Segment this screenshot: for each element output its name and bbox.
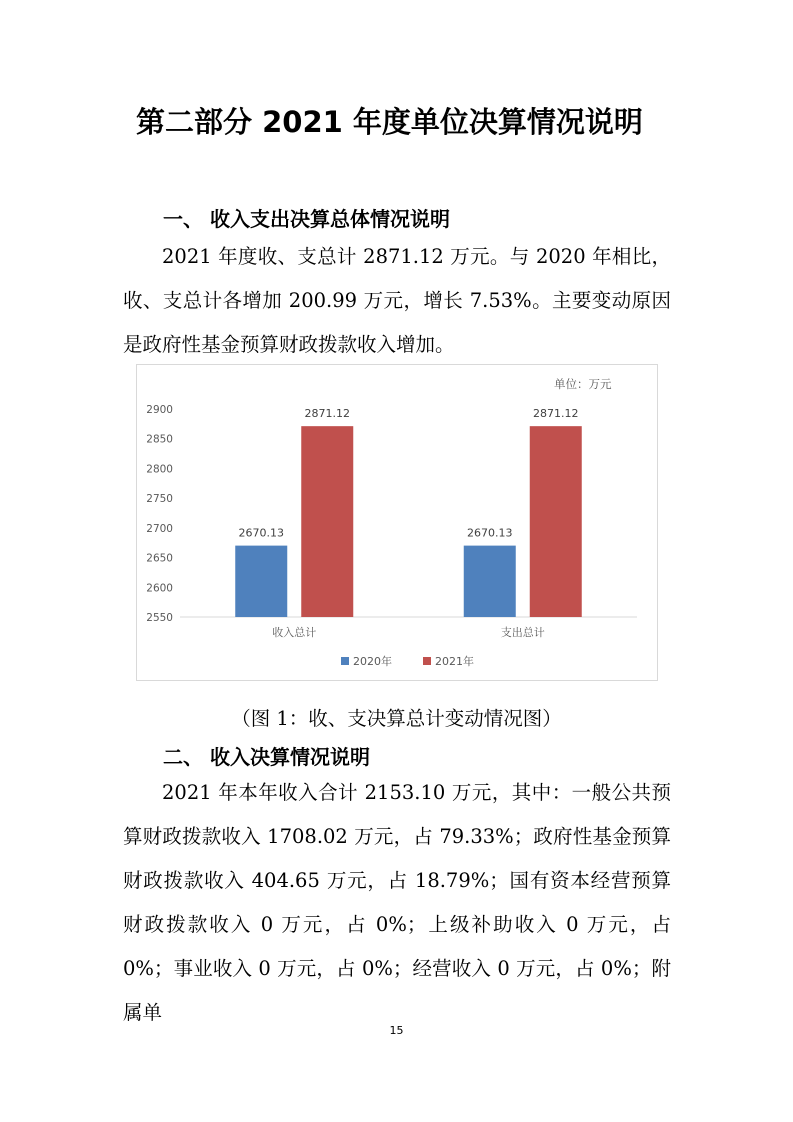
x-tick-label: 支出总计 xyxy=(500,626,545,639)
y-tick-label: 2550 xyxy=(146,612,173,624)
bar-series2 xyxy=(530,426,582,617)
data-label: 2871.12 xyxy=(533,407,579,421)
y-tick-label: 2700 xyxy=(146,522,173,535)
x-tick-label: 收入总计 xyxy=(272,626,317,639)
y-tick-label: 2900 xyxy=(146,404,173,416)
legend-label: 2021年 xyxy=(435,655,474,668)
page-number: 15 xyxy=(389,1024,404,1037)
chart-canvas xyxy=(137,365,657,680)
section-paragraph-1: 2021 年度收、支总计 2871.12 万元。与 2020 年相比，收、支总计各增加 200.99 万元，增长 7.53%。主要变动原因是政府性基金预算财政拨款收入增加。 xyxy=(123,245,671,356)
bar-series2 xyxy=(301,426,353,617)
y-tick-label: 2600 xyxy=(146,582,173,595)
bar-series1 xyxy=(464,546,516,617)
data-label: 2670.13 xyxy=(238,526,284,540)
data-label: 2871.12 xyxy=(304,407,350,421)
bar-chart xyxy=(136,364,658,681)
legend-swatch xyxy=(423,657,431,665)
bar-series1 xyxy=(235,546,287,617)
section-paragraph-2: 2021 年本年收入合计 2153.10 万元，其中：一般公共预算财政拨款收入 1708.02 万元，占 79.33%；政府性基金预算财政拨款收入 404.65 万元，占 18.79%；国有资本经营预算财政拨款收入 0 万元，占 0%；上级补助收入 0 万元，占 0%；事业收入 0 万元，占 0%；经营收入 0 万元，占 0%；附属单 xyxy=(123,781,671,1024)
y-tick-label: 2850 xyxy=(146,433,173,446)
section-heading-2: 二、 收入决算情况说明 xyxy=(163,745,370,769)
y-tick-label: 2800 xyxy=(146,463,173,476)
y-tick-label: 2650 xyxy=(146,552,173,565)
section-heading-1: 一、 收入支出决算总体情况说明 xyxy=(163,207,450,231)
figure-caption: （图 1：收、支决算总计变动情况图） xyxy=(231,707,562,730)
legend-label: 2020年 xyxy=(353,655,392,668)
y-tick-label: 2750 xyxy=(146,493,173,506)
data-label: 2670.13 xyxy=(467,526,513,540)
page-title: 第二部分 2021 年度单位决算情况说明 xyxy=(136,105,643,139)
legend-swatch xyxy=(341,657,349,665)
chart-unit-label: 单位：万元 xyxy=(554,377,612,391)
